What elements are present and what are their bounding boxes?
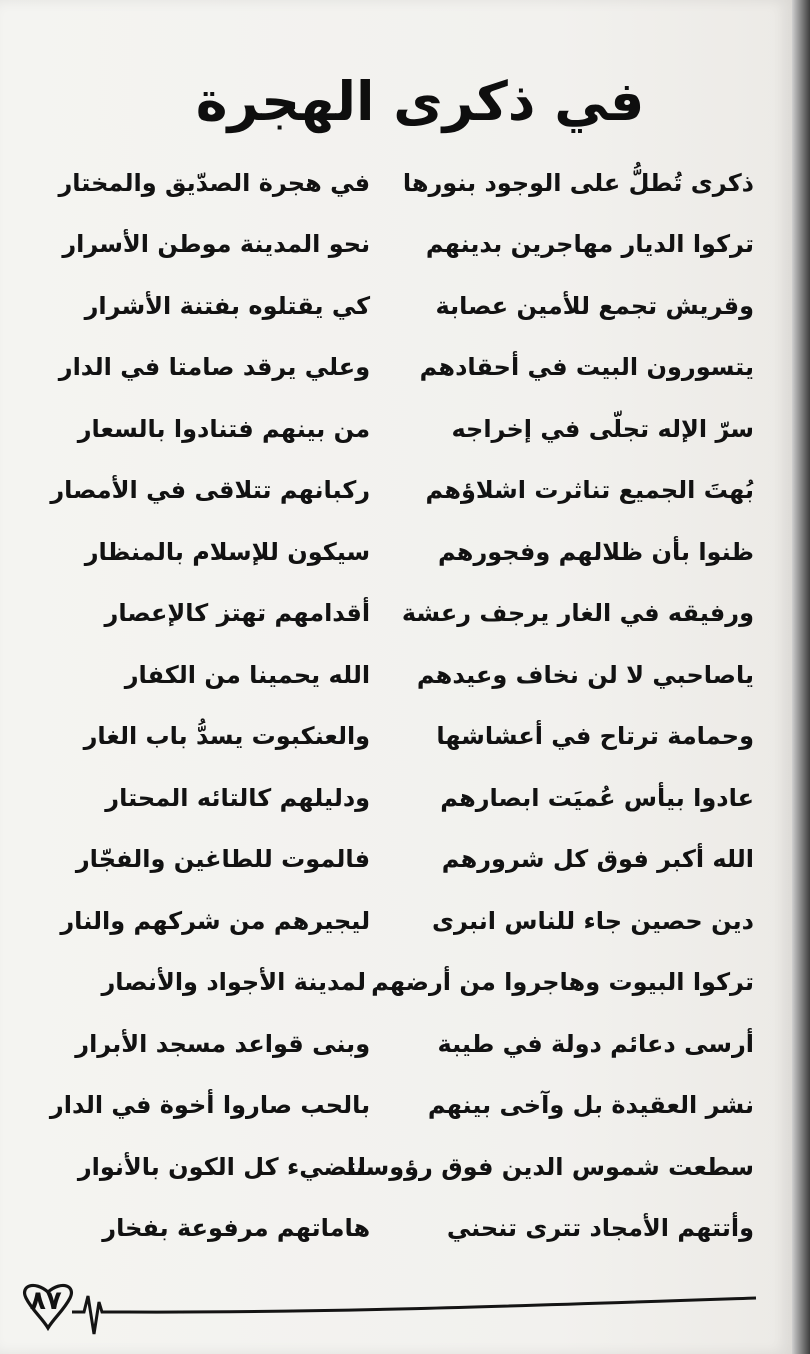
verse-row [34,1075,754,1137]
verse-second-hemistich: ودليلهم كالتائه المحتار [105,783,371,812]
verse-row [34,337,754,399]
verse-row [34,460,754,522]
verse-first-hemistich: يتسورون البيت في أحقادهم [419,353,754,382]
verse-second-hemistich: والعنكبوت يسدُّ باب الغار [83,722,371,751]
verse-row [34,398,754,460]
verse-second-hemistich: نحو المدينة موطن الأسرار [62,230,371,259]
verse-first-hemistich: بُهتَ الجميع تناثرت اشلاؤهم [425,476,754,505]
verse-row [34,275,754,337]
verse-second-hemistich: هاماتهم مرفوعة بفخار [102,1214,371,1243]
verse-row [34,644,754,706]
verse-first-hemistich: نشر العقيدة بل وآخى بينهم [427,1091,754,1120]
verse-row [34,829,754,891]
verse-first-hemistich: عادوا بيأس عُميَت ابصارهم [440,783,754,812]
verse-second-hemistich: في هجرة الصدّيق والمختار [58,168,371,197]
verse-second-hemistich: أقدامهم تهتز كالإعصار [104,599,371,628]
verse-first-hemistich: ظنوا بأن ظلالهم وفجورهم [437,537,754,566]
verse-second-hemistich: فالموت للطاغين والفجّار [75,845,371,874]
verse-first-hemistich: تركوا البيوت وهاجروا من أرضهم [371,968,754,997]
verse-row [34,1013,754,1075]
verse-first-hemistich: تركوا الديار مهاجرين بدينهم [425,230,754,259]
verse-second-hemistich: لتضيء كل الكون بالأنوار [77,1152,366,1181]
verse-second-hemistich: من بينهم فتنادوا بالسعار [77,414,371,443]
verse-second-hemistich: الله يحمينا من الكفار [124,660,371,689]
verse-row [34,767,754,829]
verse-second-hemistich: لمدينة الأجواد والأنصار [101,968,366,997]
verse-second-hemistich: ليجيرهم من شركهم والنار [60,906,371,935]
verse-second-hemistich: وعلي يرقد صامتا في الدار [58,353,371,382]
poem-title: في ذكرى الهجرة [195,70,645,133]
verse-second-hemistich: ركبانهم تتلاقى في الأمصار [50,476,371,505]
verse-row [34,583,754,645]
verse-second-hemistich: بالحب صاروا أخوة في الدار [49,1091,371,1120]
page-number: ٨٧ [30,1286,62,1316]
verse-row [34,706,754,768]
page-footer [20,1272,760,1342]
poem-verses [34,152,754,1259]
verse-first-hemistich: وقريش تجمع للأمين عصابة [435,291,754,320]
verse-first-hemistich: ورفيقه في الغار يرجف رعشة [401,599,754,628]
heartbeat-line-icon [20,1272,760,1342]
verse-first-hemistich: ياصاحبي لا لن نخاف وعيدهم [416,660,754,689]
verse-first-hemistich: الله أكبر فوق كل شرورهم [441,845,754,874]
verse-row [34,152,754,214]
verse-row [34,952,754,1014]
verse-first-hemistich: ذكرى تُطلُّ على الوجود بنورها [402,168,754,197]
verse-second-hemistich: سيكون للإسلام بالمنظار [84,537,371,566]
verse-row [34,521,754,583]
book-spine-shadow [792,0,810,1354]
verse-first-hemistich: سطعت شموس الدين فوق رؤوسنا [346,1152,754,1181]
verse-first-hemistich: دين حصين جاء للناس انبرى [432,906,754,935]
verse-first-hemistich: وحمامة ترتاح في أعشاشها [436,722,754,751]
verse-first-hemistich: سرّ الإله تجلّى في إخراجه [451,414,754,443]
verse-row [34,890,754,952]
verse-first-hemistich: أرسى دعائم دولة في طيبة [437,1029,754,1058]
verse-row [34,1198,754,1260]
verse-second-hemistich: وبنى قواعد مسجد الأبرار [75,1029,371,1058]
verse-first-hemistich: وأتتهم الأمجاد تترى تنحني [446,1214,754,1243]
verse-row [34,1136,754,1198]
verse-second-hemistich: كي يقتلوه بفتنة الأشرار [84,291,371,320]
verse-row [34,214,754,276]
